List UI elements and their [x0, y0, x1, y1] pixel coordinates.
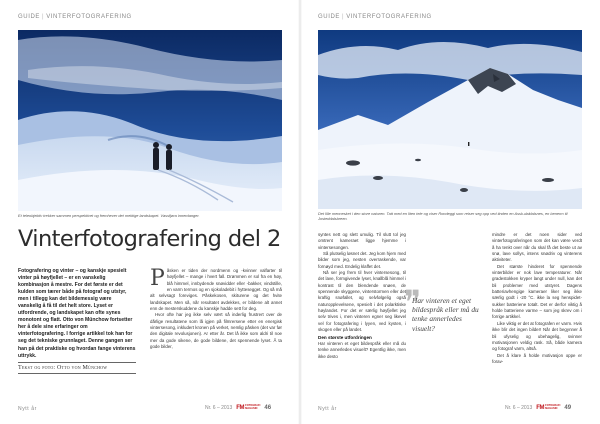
footer-right	[205, 405, 271, 411]
footer-label: Nytt år	[18, 406, 37, 412]
right-page	[300, 0, 600, 424]
section-subheading: Den største utfordringen	[318, 334, 372, 340]
body-column	[492, 232, 582, 365]
paragraph: åsken er tiden der nordmenn og -kvinner valfarter til høyfjellet – mange i hvert fall. Drømmen er sol fra en høy, blå himmel, innbydende snøvidder eller -bakker, vindstille, en varm termos og en sjokoladebit i hyttesegget. Og så må alt selvsagt foreviges. Påskekosen, skiturene og det hvite landskapet. Men så, når resultatet avdekkes, er bildene alt annet enn de mesterskuddene du kanskje hadde sett for deg.	[150, 268, 282, 312]
paragraph: Det største hinderet for spennende vinterbilder er nok lave temperaturer. Når gradestokken kryper langt under null, kan det bli problemer med utstyret. Dagens batteriavhengige kameraer liker seg ikke særlig godt i -20 °C. ikke la seg henspidet-sukker batteriene totalt. Det er derfor viktig å holde batteriene varme – som jeg skrev om i forrige artikkel.	[492, 263, 582, 320]
paragraph: syntes nett og slett umulig. Til slutt tol jeg omtrent kameraet ligge hjemme i vintersesongen.	[318, 232, 406, 250]
snowy-mountain-photo	[318, 30, 582, 209]
issue-number: Nr. 6 – 2013	[505, 405, 533, 411]
pull-quote: Har vinteren et eget bildespråk eller må du tenke annerledes visuelt?	[412, 296, 479, 333]
footer-label: Nytt år	[318, 406, 337, 412]
photo-caption: Det lille mennesket i den store naturen. Tatt med en liten tele og viser Rondeggi som reiser seg opp ved tinden en Assk-daldalsnes, en benerm til Josteddalsbreen.	[318, 211, 568, 221]
paragraph: Det å klare å holde motivasjon oppe er forav-	[492, 352, 582, 364]
logo-mark: FM	[536, 405, 545, 411]
running-head-section: GUIDE	[318, 14, 341, 20]
byline: Tekst og foto: Otto von Münchow	[18, 362, 136, 374]
page-number: 49	[564, 405, 572, 411]
logo-sub: FOTOGRAFI MAGASIN	[545, 404, 561, 410]
paragraph: Nå ser jeg frem til hver vintersesong, til det lave, formgivende lyset, knallblå himmel i kontrast til den blendende snøen, de spennende skyggene, vinterstormen eller det kraftig snøfallet, og selvfølgelig også naturopplevelsene, spesielt i det polarktiske høylandet. For det er særlig høyfjellet jeg selv trives i, men vinteren egner seg likevel vel for fotografering i lyyen, ved kysten, i skogen eller på landet.	[318, 270, 406, 333]
running-head: GUIDE | VINTERFOTOGRAFERING	[18, 14, 132, 20]
paragraph: Like viktig er det at fotografen er varm. Hvis ikke blir det ingen bilder! Når det begynner å bli ufyselig og ubehagelig, svinner motivasjonen veldig rask. Så, både kamera og fotograf varm, altså.	[492, 320, 582, 352]
page-gutter	[298, 0, 302, 424]
running-head-topic: VINTERFOTOGRAFERING	[46, 14, 132, 20]
page-number: 46	[264, 405, 272, 411]
two-skiers-photo	[18, 30, 282, 211]
logo-sub: FOTOGRAFI MAGASIN	[245, 404, 261, 410]
dropcap: P	[150, 266, 165, 291]
body-column	[150, 268, 282, 350]
magazine-logo	[236, 405, 260, 411]
paragraph: mindre er det noen sider ved vinterfotograferingen som det kan være verdt å ha tenkt over når du skal få det beste ut av snø, lave sollys, intens snødriv og vinterens aktiviteter.	[492, 232, 582, 263]
logo-mark: FM	[236, 405, 245, 411]
issue-number: Nr. 6 – 2013	[205, 405, 233, 411]
footer-right	[505, 405, 571, 411]
article-lead: Fotografering og vinter – og kanskje spesielt vinter på høyfjellet – er en vanskelig kombinasjon å mestre. For det første er det kulden som tærer både på fotograf og utstyr, men i tillegg kan det bildemessig være vanskelig å få til det helt store. Lyset er utfordrende, og landskapet kan ofte synes monotont og flatt. Otto von Münchow fortsetter her å dele sine erfaringer om vinterfotografering. I forrige artikkel tok han for seg det tekniske grunnlaget. Denne gangen ser han på det praktiske og hvordan fange vinterens uttrykk.	[18, 268, 136, 359]
quote-mark-icon: ❞	[404, 283, 422, 321]
magazine-logo	[536, 405, 560, 411]
paragraph: Har vinteren et eget bildespråk eller må du tenke annerledes visuelt? Egentlig ikke, men ikke desto	[318, 340, 406, 359]
paragraph: Hvor ofte har jeg ikke selv vært så inderlig frustrert over de dårlige resultatene som lå igjen på filmrersene etter en energisk vintersesong, inkludert kronen på verket, nemlig påsken (det var før den digitale revolusjonen). Ar etter år. Det lå ikke som aldri til noe mer da gode sikene, de gode bildene, det spennende lyset. Å ta gode bilder,	[150, 312, 282, 350]
photo-caption: Et teleobjektiv trekker sammen perspektivet og fremhever det mektige landskapet. Vassfjøra innerdanger.	[18, 213, 200, 218]
running-head: GUIDE | VINTERFOTOGRAFERING	[318, 14, 432, 20]
running-head-section: GUIDE	[18, 14, 41, 20]
article-title: Vinterfotografering del 2	[18, 226, 281, 252]
running-head-topic: VINTERFOTOGRAFERING	[346, 14, 432, 20]
body-column	[318, 232, 406, 360]
paragraph: Så plutselig løsnet det. Jeg kom hjem med bilder som jeg, nesten overraskende, var fornøyd med. Endelig klaffet det.	[318, 251, 406, 269]
